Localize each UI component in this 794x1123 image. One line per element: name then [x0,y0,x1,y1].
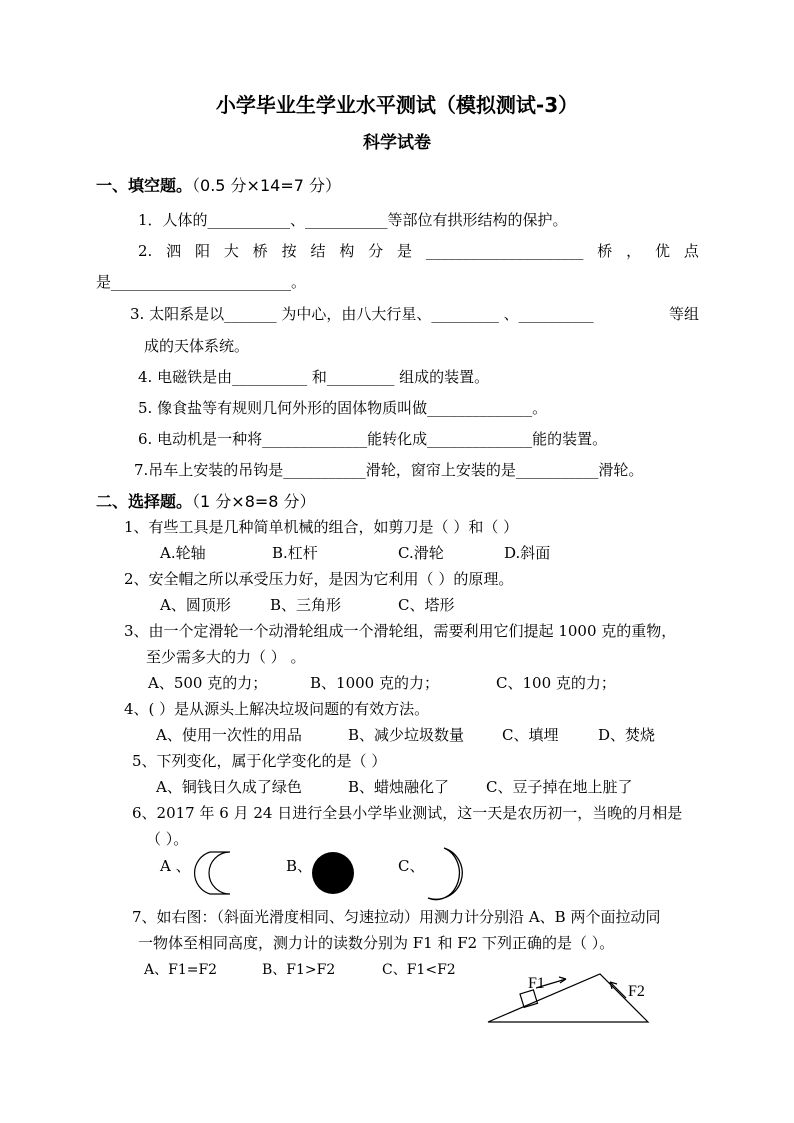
q2-option-b: B、三角形 [270,596,342,614]
q2-part: ， [626,242,642,260]
choice-question-2: 2、安全帽之所以承受压力好，是因为它利用（ ）的原理。 [124,570,514,588]
f2-label: F2 [628,983,645,1000]
q6-option-c: C、 [398,857,425,875]
fill-question-3-line2: 成的天体系统。 [144,337,250,355]
q3-part: 3. 太阳系是以_______ 为中心，由八大行星、_________ 、__________ [130,305,594,323]
q5-option-b: B、蜡烛融化了 [348,778,450,796]
q2-part: 2. [138,242,153,260]
choice-question-6: 6、2017 年 6 月 24 日进行全县小学毕业测试，这一天是农历初一，当晚的月相是 [132,804,683,822]
q2-part: 泗 [166,242,182,260]
q3-part: 等组 [668,305,699,323]
exam-subtitle: 科学试卷 [363,133,431,153]
fill-question-5: 5. 像食盐等有规则几何外形的固体物质叫做______________。 [138,399,548,417]
q2-part: 点 [683,242,699,260]
f2-arrow-line [610,982,626,998]
inclined-plane-triangle [488,974,648,1022]
f1-label: F1 [528,975,545,992]
section2-title: 二、选择题。 [96,492,193,511]
q2-part: 结 [310,242,326,260]
fill-question-2-line1 [138,241,699,261]
q2-part: 优 [654,242,670,260]
section1-heading [96,176,341,196]
q6-option-b: B、 [286,857,313,875]
q7-option-a: A、F1=F2 [144,962,218,978]
fill-question-2-line2: 是________________________。 [96,273,307,291]
q2-part: 构 [339,242,355,260]
q2-part: 阳 [195,242,211,260]
q4-option-d: D、焚烧 [598,726,656,744]
q1-option-a: A.轮轴 [160,544,206,562]
q4-option-c: C、填埋 [502,726,559,744]
choice-question-1: 1、有些工具是几种简单机械的组合，如剪刀是（ ）和（ ） [124,518,519,536]
q7-option-b: B、F1>F2 [262,962,336,978]
q2-option-c: C、塔形 [398,596,455,614]
q2-part: 大 [223,242,239,260]
fill-question-1: 1．人体的___________、___________等部位有拱形结构的保护。 [138,211,568,229]
fill-question-6: 6. 电动机是一种将______________能转化成______________能的装置。 [138,430,608,448]
q3-option-a: A、500 克的力； [148,674,268,692]
q6-option-a: A 、 [160,857,191,875]
q2-part: 是 [397,242,413,260]
q1-option-c: C.滑轮 [398,544,444,562]
fill-question-4: 4. 电磁铁是由__________ 和_________ 组成的装置。 [138,368,490,386]
q4-option-a: A、使用一次性的用品 [156,726,302,744]
moon-phase-b-icon [310,850,356,896]
choice-question-5: 5、下列变化，属于化学变化的是（ ） [132,752,387,770]
fill-question-3-line1 [130,304,699,324]
section1-points: （0.5 分×14=7 分） [192,176,341,195]
moon-phase-c-icon [422,846,472,900]
inclined-plane-diagram [484,966,656,1028]
q2-part: 分 [368,242,384,260]
q2-part: _____________________ [425,242,584,260]
choice-question-7: 7、如右图：（斜面光滑度相同、匀速拉动）用测力计分别沿 A、B 两个面拉动同 [132,908,661,926]
q5-option-c: C、豆子掉在地上脏了 [486,778,633,796]
choice-question-3: 3、由一个定滑轮一个动滑轮组成一个滑轮组，需要利用它们提起 1000 克的重物， [124,622,677,640]
q7-option-c: C、F1<F2 [382,962,456,978]
q1-option-d: D.斜面 [504,544,551,562]
q2-option-a: A、圆顶形 [160,596,231,614]
q3-option-c: C、100 克的力； [496,674,616,692]
q2-part: 桥 [597,242,613,260]
q3-option-b: B、1000 克的力； [310,674,439,692]
fill-question-7: 7.吊车上安装的吊钩是___________滑轮，窗帘上安装的是___________滑轮。 [134,461,644,479]
choice-question-3-line2: 至少需多大的力（ ） 。 [146,648,306,666]
q4-option-b: B、减少垃圾数量 [348,726,465,744]
section2-points: （1 分×8=8 分） [192,492,316,511]
exam-title: 小学毕业生学业水平测试（模拟测试-3） [215,93,579,117]
q1-option-b: B.杠杆 [272,544,318,562]
q2-part: 桥 [252,242,268,260]
choice-question-4: 4、( ）是从源头上解决垃圾问题的有效方法。 [124,700,430,718]
section1-title: 一、填空题。 [96,176,193,195]
section2-heading [96,492,316,512]
q5-option-a: A、铜钱日久成了绿色 [156,778,302,796]
moon-phase-a-icon [196,850,236,896]
choice-question-6-line2: （ ）。 [146,830,189,848]
choice-question-7-line2: 一物体至相同高度，测力计的读数分别为 F1 和 F2 下列正确的是（ ）。 [138,934,615,952]
q2-part: 按 [281,242,297,260]
